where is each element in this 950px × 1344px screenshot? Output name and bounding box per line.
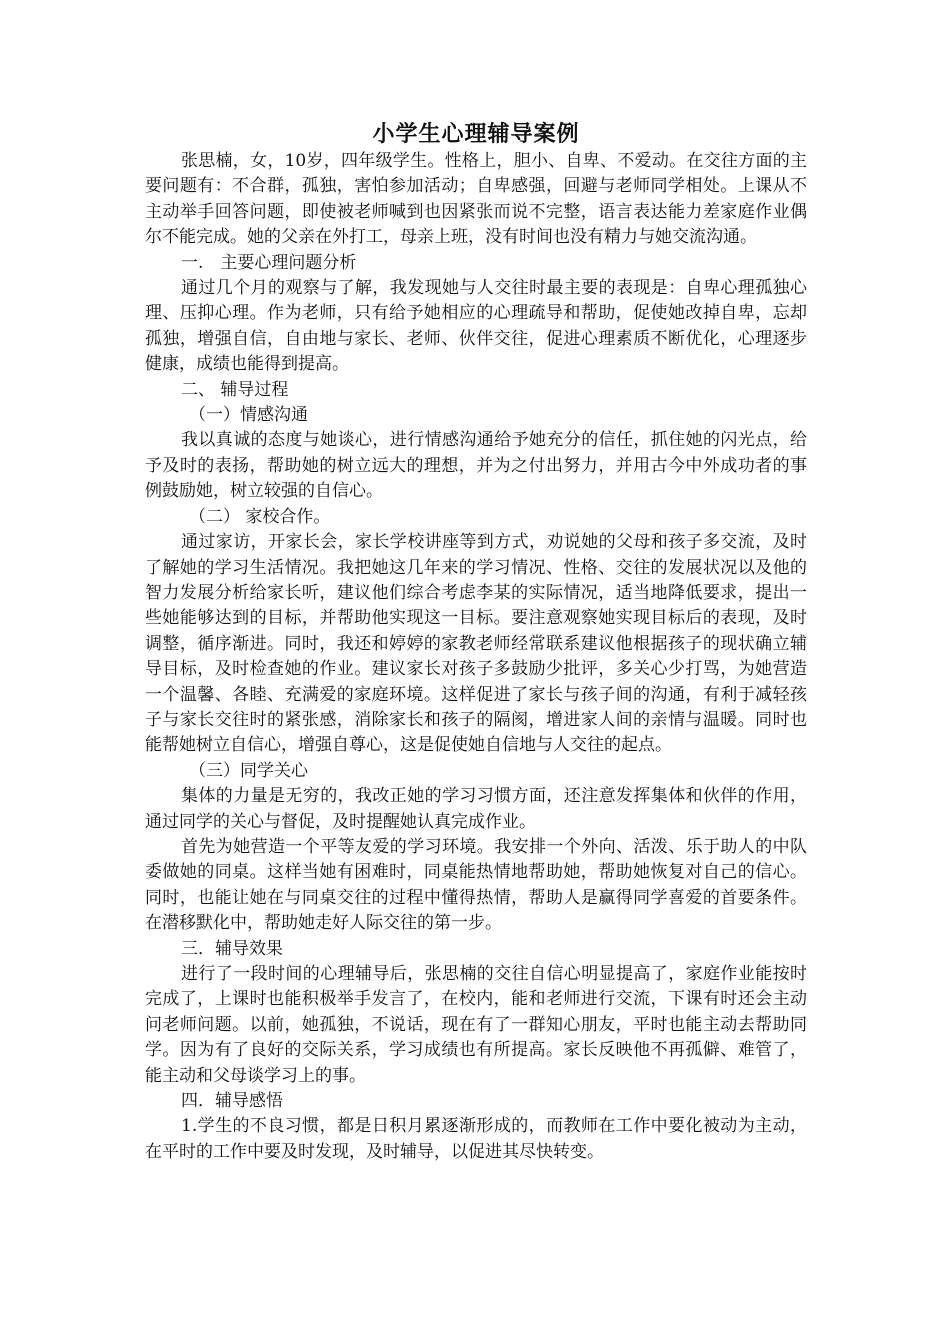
section4-heading: 四．辅导感悟: [181, 1091, 283, 1112]
section2-heading: 二、 辅导过程: [181, 379, 289, 400]
section3-heading: 三．辅导效果: [181, 938, 283, 959]
subsection3-heading: （三）同学关心: [189, 760, 308, 781]
document-body: [145, 121, 807, 1165]
section1-paragraph: 通过几个月的观察与了解，我发现她与人交往时最主要的表现是：自卑心理孤独心理、压抑心理。作为老师，只有给予她相应的心理疏导和帮助，促使她改掉自卑，忘却孤独，增强自信，自由地与家长、老师、伙伴交往，促进心理素质不断优化，心理逐步健康，成绩也能得到提高。: [145, 278, 807, 375]
subsection2-paragraph: 通过家访，开家长会，家长学校讲座等到方式，劝说她的父母和孩子多交流，及时了解她的学习生活情况。我把她这几年来的学习情况、性格、交往的发展状况以及他的智力发展分析给家长听，建议他们综合考虑李某的实际情况，适当地降低要求，提出一些她能够达到的目标，并帮助他实现这一目标。要注意观察她实现目标后的表现，及时调整，循序渐进。同时，我还和婷婷的家教老师经常联系建议他根据孩子的现状确立辅导目标，及时检查她的作业。建议家长对孩子多鼓励少批评，多关心少打骂，为她营造一个温馨、各睦、充满爱的家庭环境。这样促进了家长与孩子间的沟通，有利于减轻孩子与家长交往时的紧张感，消除家长和孩子的隔阂，增进家人间的亲情与温暖。同时也能帮她树立自信心，增强自尊心，这是促使她自信地与人交往的起点。: [145, 532, 807, 756]
document-title: 小学生心理辅导案例: [372, 122, 580, 147]
subsection3-paragraph-b: 首先为她营造一个平等友爱的学习环境。我安排一个外向、活泼、乐于助人的中队委做她的同桌。这样当她有困难时，同桌能热情地帮助她，帮助她恢复对自己的信心。同时，也能让她在与同桌交往的过程中懂得热情，帮助人是赢得同学喜爱的首要条件。在潜移默化中，帮助她走好人际交往的第一步。: [145, 836, 807, 934]
section3-paragraph: 进行了一段时间的心理辅导后，张思楠的交往自信心明显提高了，家庭作业能按时完成了，上课时也能积极举手发言了，在校内，能和老师进行交流，下课有时还会主动问老师问题。以前，她孤独，不说话，现在有了一群知心朋友，平时也能主动去帮助同学。因为有了良好的交际关系，学习成绩也有所提高。家长反映他不再孤僻、难管了，能主动和父母谈学习上的事。: [145, 964, 807, 1086]
section1-heading: 一. 主要心理问题分析: [181, 252, 357, 273]
section4-paragraph: 1.学生的不良习惯，都是日积月累逐渐形成的，而教师在工作中要化被动为主动，在平时的工作中要及时发现，及时辅导，以促进其尽快转变。: [145, 1116, 807, 1162]
subsection3-paragraph-a: 集体的力量是无穷的，我改正她的学习习惯方面，还注意发挥集体和伙伴的作用，通过同学的关心与督促，及时提醒她认真完成作业。: [145, 786, 807, 832]
subsection1-heading: （一）情感沟通: [189, 405, 308, 426]
intro-paragraph: 张思楠，女，10岁，四年级学生。性格上，胆小、自卑、不爱动。在交往方面的主要问题有：不合群，孤独，害怕参加活动；自卑感强，回避与老师同学相处。上课从不主动举手回答问题，即使被老师喊到也因紧张而说不完整，语言表达能力差家庭作业偶尔不能完成。她的父亲在外打工，母亲上班，没有时间也没有精力与她交流沟通。: [145, 151, 807, 248]
subsection2-heading: （二） 家校合作。: [189, 506, 331, 527]
subsection1-paragraph: 我以真诚的态度与她谈心，进行情感沟通给予她充分的信任，抓住她的闪光点，给予及时的表扬，帮助她的树立远大的理想，并为之付出努力，并用古今中外成功者的事例鼓励她，树立较强的自信心。: [145, 430, 807, 502]
